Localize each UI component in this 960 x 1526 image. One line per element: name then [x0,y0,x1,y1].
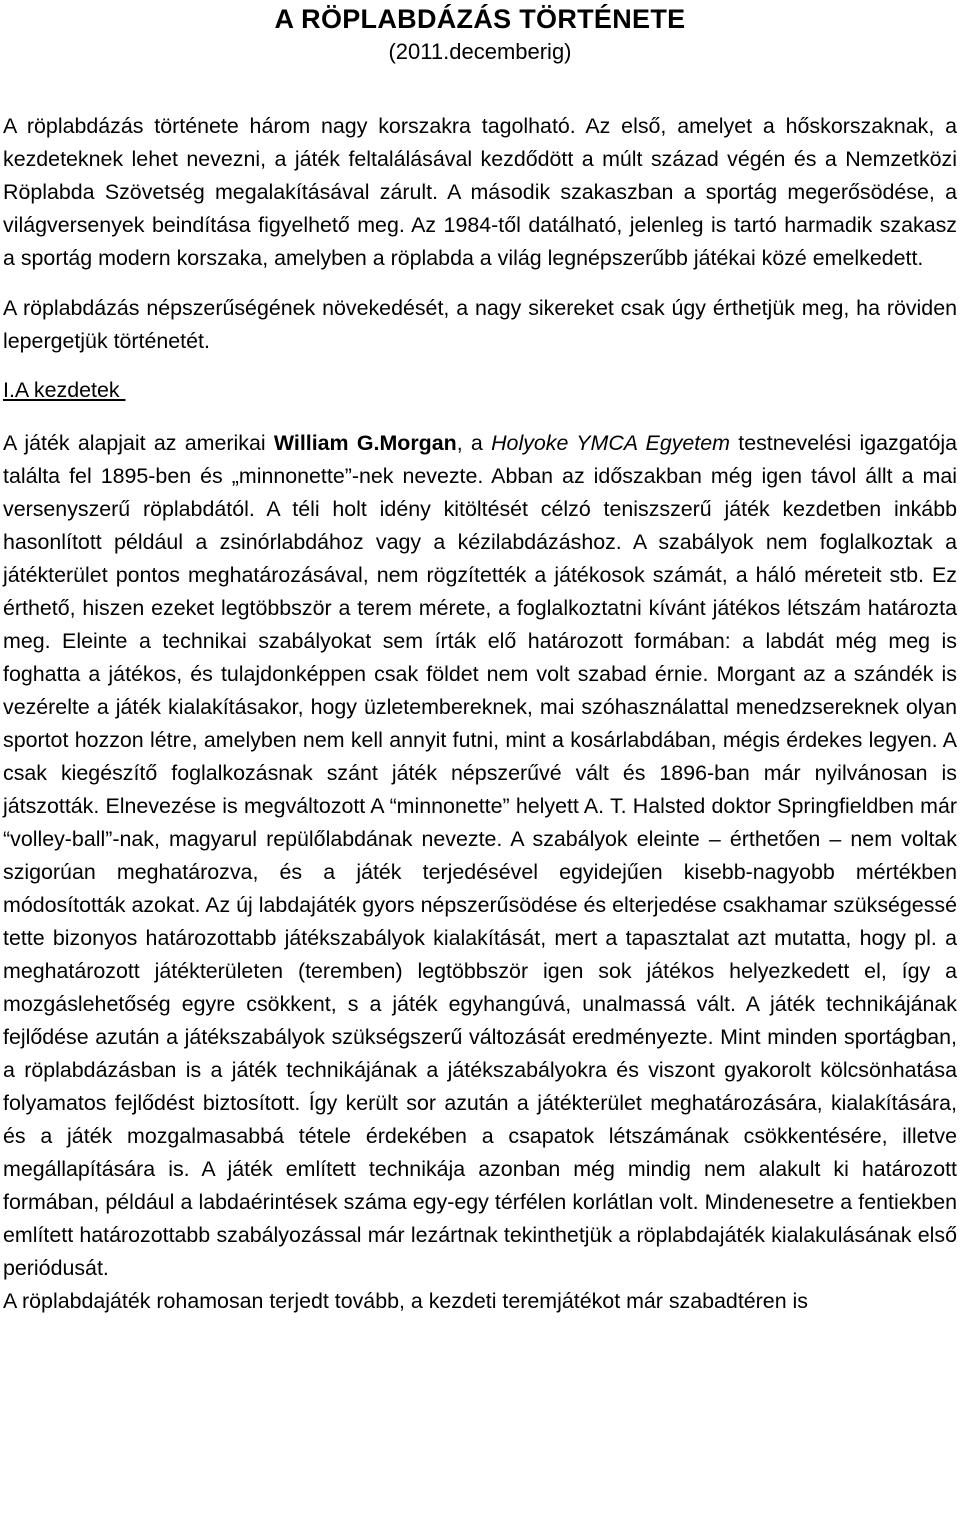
second-paragraph: A röplabdázás népszerűségének növekedését, a nagy sikereket csak úgy érthetjük meg, ha röviden lepergetjük történetét. [3,296,957,353]
section-paragraph-connector: , a [456,431,492,455]
inventor-name-first: William G. [273,431,380,455]
inventor-name-last: Morgan [379,431,457,455]
section-paragraph-body: testnevelési igazgatója találta fel 1895-ben és „minnonette”-nek nevezte. Abban az időszakban még igen távol állt a mai versenyszerű röplabdától. A téli holt idény kitöltését célzó teniszszerű játék kezdetben inkább hasonlított például a zsinórlabdához vagy a kézilabdázáshoz. A szabályok nem foglalkoztak a játékterület pontos meghatározásával, nem rögzítették a játékosok számát, a háló méreteit stb. Ez érthető, hiszen ezeket legtöbbször a terem mérete, a foglalkoztatni kívánt játékos létszám határozta meg. Eleinte a technikai szabályokat sem írták elő határozott formában: a labdát még meg is foghatta a játékos, és tulajdonképpen csak földet nem volt szabad érnie. Morgant az a szándék is vezérelte a játék kialakításakor, hogy üzletembereknek, mai szóhasználattal menedzsereknek olyan sportot hozzon létre, amelyben nem kell annyit futni, mint a kosárlabdában, mégis érdekes legyen. A csak kiegészítő foglalkozásnak szánt játék népszerűvé vált és 1896-ban már nyilvánosan is játszották. Elnevezése is megváltozott A “minnonette” helyett A. T. Halsted doktor Springfieldben már “volley-ball”-nak, magyarul repülőlabdának nevezte. A szabályok eleinte – érthetően – nem voltak szigorúan meghatározva, és a játék terjedésével egyidejűen kisebb-nagyobb mértékben módosították azokat. Az új labdajáték gyors népszerűsödése és elterjedése csakhamar szükségessé tette bizonyos határozottabb játékszabályok kialakítását, mert a tapasztalat azt mutatta, hogy pl. a meghatározott játékterületen (teremben) legtöbbször igen sok játékos helyezkedett el, így a mozgáslehetőség egyre csökkent, s a játék egyhangúvá, unalmassá vált. A játék technikájának fejlődése azután a játékszabályok szükségszerű változását eredményezte. Mint minden sportágban, a röplabdázásban is a játék technikájának a játékszabályokra és viszont gyakorolt kölcsönhatása folyamatos fejlődést biztosított. Így került sor azután a játékterület meghatározására, kialakítására, és a játék mozgalmasabbá tétele érdekében a csapatok létszámának csökkentésére, illetve megállapítására is. A játék említett technikája azonban még mindig nem alakult ki határozott formában, például a labdaérintések száma egy-egy térfélen korlátlan volt. Mindenesetre a fentiekben említett határozottabb szabályozással már lezártnak tekinthetjük a röplabdajáték kialakulásának első periódusát. [3,431,958,1280]
document-title: A RÖPLABDÁZÁS TÖRTÉNETE [274,4,686,34]
document-subtitle: (2011.decemberig) [388,39,572,64]
last-paragraph: A röplabdajáték rohamosan terjedt tovább, a kezdeti teremjátékot már szabadtéren is [3,1289,808,1313]
institution-name: Holyoke YMCA Egyetem [491,431,730,455]
section-paragraph-lead: A játék alapjait az amerikai [3,431,274,455]
section-heading: I.A kezdetek [3,378,126,402]
intro-paragraph: A röplabdázás története három nagy korszakra tagolható. Az első, amelyet a hőskorszaknak, a kezdeteknek lehet nevezni, a játék feltalálásával kezdődött a múlt század végén és a Nemzetközi Röplabda Szövetség megalakításával zárult. A második szakaszban a sportág megerősödése, a világversenyek beindítása figyelhető meg. Az 1984-től datálható, jelenleg is tartó harmadik szakasz a sportág modern korszaka, amelyben a röplabda a világ legnépszerűbb játékai közé emelkedett. [3,114,957,270]
section-paragraph [3,427,957,1285]
